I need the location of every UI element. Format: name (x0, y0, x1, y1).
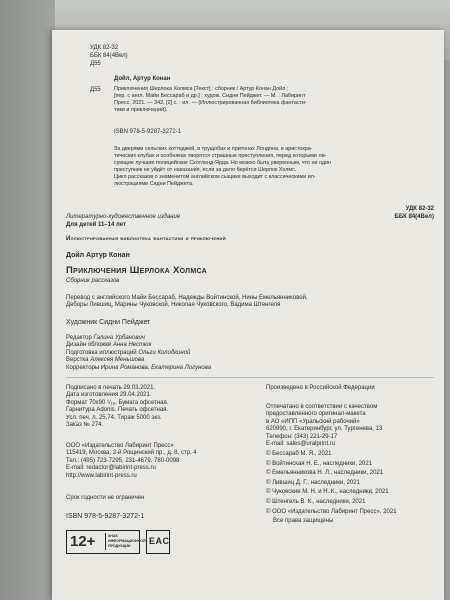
author-name: Дойл Артур Конан (66, 252, 130, 259)
isbn-bottom: ISBN 978-5-9287-3272-1 (66, 513, 145, 520)
artist-credit: Художник Сидни Пейджет (66, 319, 151, 326)
age-rating: 12+ (70, 533, 96, 550)
credit-layout: Верстка Алексея Меньшова (66, 357, 145, 364)
divider (66, 377, 434, 378)
background-left (0, 0, 55, 600)
bbk-code-right: ББК 84(4Вел) (394, 214, 434, 220)
d55-code-left: Д55 (90, 87, 101, 93)
udk-code-right: УДК 82-32 (405, 206, 434, 212)
print-info: Подписано в печать 29.03.2021. Дата изготовления 29.04.2021. Формат 70х90 ¹/₁₆. Бумага офсетная. Гарнитура Adonis. Печать офсетная. Усл. печ. л. 25,74. Тираж 5000 экз. Заказ № 274. (66, 385, 169, 429)
credit-proofreaders: Корректоры Ирина Романова, Екатерина Логунова (66, 364, 212, 371)
isbn-record: ISBN 978-5-9287-3272-1 (114, 129, 182, 135)
udk-code: УДК 82-32 (90, 45, 119, 51)
badge-divider (105, 533, 106, 550)
age-badge-text: ЗНАК ИНФОРМАЦИОННОЙ ПРОДУКЦИИ (108, 534, 146, 548)
annotation: За дверями сельских коттеджей, в трущобах и притонах Лондона, в аристокра- тических клубах и особняках творятся страшные преступления, перед которыми ли- сующие лучшие полицейские Скотленд-Ярда. Но можно быть уверенным, что ни один преступник не уйдёт от наказания, если за дело берётся Шерлок Холмс. Цикл рассказов о знаменитом английском сыщике выходит с классическими ил- люстрациями Сидни Пейджета. (114, 146, 331, 187)
editorial-credits (66, 335, 211, 372)
bibliographic-record: Приключения Шерлока Холмса [Текст] : сборник / Артур Конан Дойл ; [пер. с англ. Майи Бессараб и др.] ; худож. Сидни Пейджет. — М. : Лабиринт Пресс, 2021. — 342, [2] с. : ил. — (Иллюстрированная библиотека фантасти- тики и приключений). (114, 86, 307, 113)
book-imprint-page (52, 30, 444, 600)
d55-code-top: Д55 (90, 61, 101, 67)
translators: Перевод с английского Майи Бессараб, Надежды Войтинской, Нины Емельянниковой, Деборы Лившиц, Марины Чуковской, Николая Чуковского, Вадима Штенгеля (66, 295, 308, 309)
eac-mark-text: EAC (149, 536, 170, 546)
copyrights: © Бессараб М. Я., 2021 © Войтинская Н. Е., наследники, 2021 © Емельянникова Н. Л., наследники, 2021 © Лившиц Д. Г., наследники, 2021 © Чуковские М. Н. и Н. К., наследники, 2021 © Штенгель В. К., наследники, 2021 © ООО «Издательство Лабиринт Пресс», 2021 Все права защищены (266, 451, 397, 525)
printer-info: Отпечатано в соответствии с качеством предоставленного оригинал-макета в АО «ИПП «Уральский рабочий» 620990, г. Екатеринбург, ул. Тургенева, 13 Телефон: (343) 221-29-17 E-mail: sales@uralprint.ru (266, 404, 383, 448)
made-in-russia: Произведено в Российской Федерации (266, 385, 375, 391)
credit-illustrations: Подготовка иллюстраций Ольги Колодкиной (66, 349, 191, 356)
bbk-code: ББК 84(4Вел) (90, 53, 128, 59)
shelf-life: Срок годности не ограничен (66, 495, 145, 501)
age-rating-badge (66, 530, 146, 554)
series-title: Иллюстрированная библиотека фантастики и приключений (66, 236, 226, 242)
age-recommendation: Для детей 11–14 лет (66, 222, 126, 228)
publisher-info: ООО «Издательство Лабиринт Пресс» 115419, Москва, 2-й Рощинский пр., д. 8, стр. 4 Тел.: (495) 723-7295, 231-4679, 780-0098 E-mail: redactor@labirint-press.ru http://www.labirint-press.ru (66, 443, 197, 479)
edition-type: Литературно-художественное издание (66, 214, 181, 220)
book-title: Приключения Шерлока Холмса (66, 265, 208, 276)
book-subtitle: Сборник рассказов (66, 278, 120, 284)
eac-mark (146, 530, 170, 554)
author-heading: Дойл, Артур Конан (114, 76, 171, 82)
credit-editor: Редактор Галина Урбанович (66, 335, 145, 341)
credit-cover-design: Дизайн обложки Анна Нестюк (66, 342, 152, 349)
